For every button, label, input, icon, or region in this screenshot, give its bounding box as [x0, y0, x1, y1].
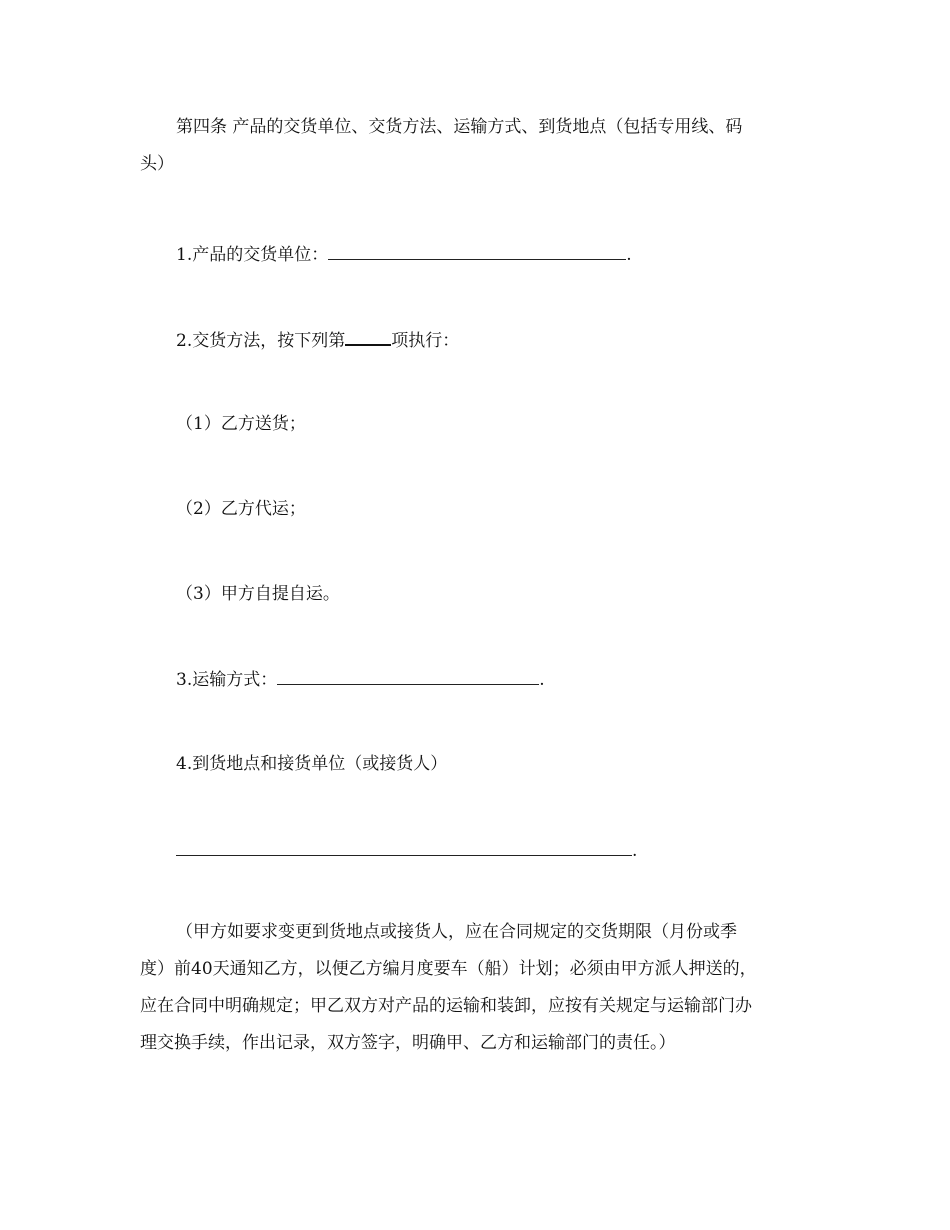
item-transport-mode [176, 668, 545, 691]
arrival-place-end: . [632, 841, 638, 861]
item-arrival-place: 4.到货地点和接货单位（或接货人） [176, 754, 448, 774]
item-delivery-method-label: 2.交货方法，按下列第 [176, 331, 346, 351]
note-line2: 度）前40天通知乙方，以便乙方编月度要车（船）计划；必须由甲方派人押送的， [140, 959, 757, 979]
note-line3: 应在合同中明确规定；甲乙双方对产品的运输和装卸，应按有关规定与运输部门办 [140, 996, 752, 1016]
delivery-method-choice-blank [345, 328, 391, 346]
option-seller-delivers: （1）乙方送货； [176, 414, 306, 434]
item-delivery-unit-label: 1.产品的交货单位： [176, 245, 329, 265]
item-delivery-unit-end: . [626, 245, 632, 265]
note-line1: （甲方如要求变更到货地点或接货人，应在合同规定的交货期限（月份或季 [176, 922, 737, 942]
transport-mode-blank [277, 668, 539, 685]
item-delivery-unit [176, 243, 632, 266]
note-line4: 理交换手续，作出记录，双方签字，明确甲、乙方和运输部门的责任。） [140, 1033, 676, 1053]
arrival-place-line [176, 839, 637, 862]
item-delivery-method [176, 328, 459, 352]
option-buyer-picks-up: （3）甲方自提自运。 [176, 584, 340, 604]
option-seller-ships: （2）乙方代运； [176, 499, 306, 519]
delivery-unit-blank [328, 243, 626, 260]
article-heading-line2: 头） [140, 154, 174, 174]
arrival-place-blank [176, 839, 632, 856]
item-delivery-method-suffix: 项执行： [391, 331, 460, 351]
item-transport-mode-label: 3.运输方式： [176, 670, 278, 690]
article-heading-line1: 第四条 产品的交货单位、交货方法、运输方式、到货地点（包括专用线、码 [176, 117, 743, 137]
item-transport-mode-end: . [539, 670, 545, 690]
